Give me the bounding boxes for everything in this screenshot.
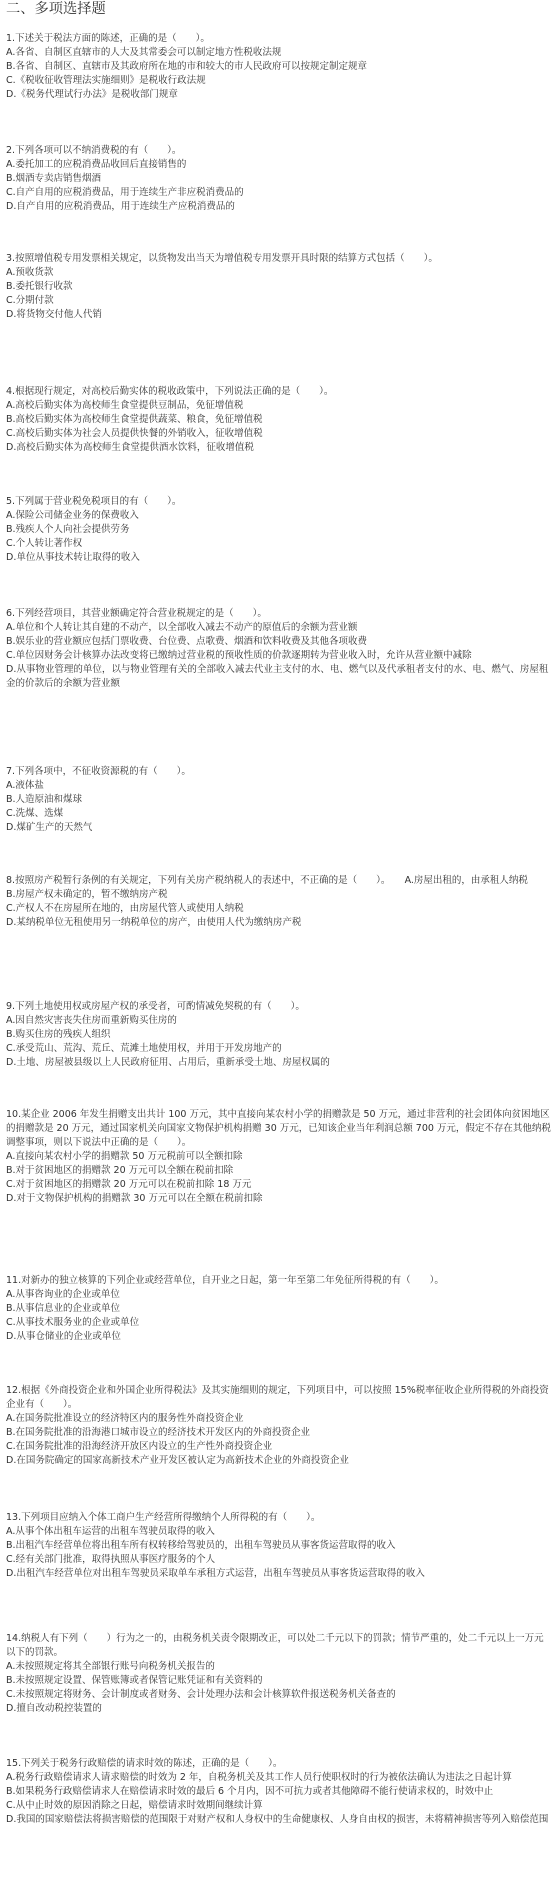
option-d: D.在国务院确定的国家高新技术产业开发区被认定为高新技术企业的外商投资企业 (6, 1455, 349, 1466)
question-stem: 12.根据《外商投资企业和外国企业所得税法》及其实施细则的规定，下列项目中，可以按照 15%税率征收企业所得税的外商投资企业有（ ）。 (6, 1385, 549, 1410)
question-stem: 11.对新办的独立核算的下列企业或经营单位，自开业之日起，第一年至第二年免征所得税的有（ ）。 (6, 1275, 444, 1286)
option-c: C.在国务院批准的沿海经济开放区内设立的生产性外商投资企业 (6, 1441, 273, 1452)
option-a: A.各省、自制区直辖市的人大及其常委会可以制定地方性税收法规 (6, 47, 282, 58)
option-b: B.出租汽车经营单位将出租车所有权转移给驾驶员的，出租车驾驶员从事客货运营取得的收入 (6, 1540, 396, 1551)
option-c: C.洗煤、选煤 (6, 808, 64, 819)
question-4 (6, 385, 551, 455)
option-a: A.因自然灾害丧失住房而重新购买住房的 (6, 1015, 177, 1026)
option-b: B.残疾人个人向社会提供劳务 (6, 524, 130, 535)
question-stem: 4.根据现行规定，对高校后勤实体的税收政策中，下列说法正确的是（ ）。 (6, 386, 334, 397)
question-8 (6, 874, 551, 930)
option-a: A.单位和个人转让其自建的不动产，以全部收入减去不动产的原值后的余额为营业额 (6, 622, 358, 633)
option-c: C.自产自用的应税消费品，用于连续生产非应税消费品的 (6, 187, 244, 198)
question-stem: 2.下列各项可以不纳消费税的有（ ）。 (6, 145, 182, 156)
option-d: D.擅自改动税控装置的 (6, 1703, 102, 1714)
question-stem: 7.下列各项中，不征收资源税的有（ ）。 (6, 766, 191, 777)
question-stem: 1.下述关于税法方面的陈述，正确的是（ ）。 (6, 33, 210, 44)
option-a: B.房屋产权未确定的，暂不缴纳房产税 (6, 889, 168, 900)
option-c: C.未按照规定将财务、会计制度或者财务、会计处理办法和会计核算软件报送税务机关备查的 (6, 1689, 396, 1700)
option-b: B.在国务院批准的沿海港口城市设立的经济技术开发区内的外商投资企业 (6, 1427, 311, 1438)
question-7 (6, 765, 551, 835)
option-d: D.《税务代理试行办法》是税收部门规章 (6, 89, 178, 100)
option-c: C.从事技术服务业的企业或单位 (6, 1317, 140, 1328)
option-c: C.高校后勤实体为社会人员提供快餐的外销收入，征收增值税 (6, 428, 263, 439)
option-d: D.自产自用的应税消费品，用于连续生产应税消费品的 (6, 201, 235, 212)
option-c: C.对于贫困地区的捐赠款 20 万元可以在税前扣除 18 万元 (6, 1179, 252, 1190)
option-d: D.从事仓储业的企业或单位 (6, 1331, 121, 1342)
option-b: B.娱乐业的营业额应包括门票收费、台位费、点歌费、烟酒和饮料收费及其他各项收费 (6, 636, 368, 647)
option-d: D.土地、房屋被县级以上人民政府征用、占用后，重新承受土地、房屋权属的 (6, 1057, 330, 1068)
option-a: A.从事咨询业的企业或单位 (6, 1289, 120, 1300)
option-b: C.产权人不在房屋所在地的，由房屋代管人或使用人纳税 (6, 903, 244, 914)
question-stem: 8.按照房产税暂行条例的有关规定，下列有关房产税纳税人的表述中，不正确的是（ ）。 A.房屋出租的，由承租人纳税 (6, 875, 528, 886)
option-a: A.在国务院批准设立的经济特区内的服务性外商投资企业 (6, 1413, 244, 1424)
question-2 (6, 144, 551, 214)
question-15 (6, 1757, 551, 1827)
option-b: B.烟酒专卖店销售烟酒 (6, 173, 102, 184)
question-11 (6, 1274, 551, 1344)
option-b: B.购买住房的残疾人组织 (6, 1029, 111, 1040)
option-b: B.委托银行收款 (6, 281, 73, 292)
option-c: D.某纳税单位无租使用另一纳税单位的房产，由使用人代为缴纳房产税 (6, 917, 302, 928)
question-stem: 6.下列经营项目，其营业额确定符合营业税规定的是（ ）。 (6, 608, 267, 619)
option-b: B.如果税务行政赔偿请求人在赔偿请求时效的最后 6 个月内，因不可抗力或者其他障碍不能行使请求权的，时效中止 (6, 1786, 494, 1797)
question-stem: 9.下列土地使用权或房屋产权的承受者，可酌情减免契税的有（ ）。 (6, 1001, 305, 1012)
option-a: A.液体盐 (6, 780, 44, 791)
question-14 (6, 1632, 551, 1716)
option-b: B.人造原油和煤球 (6, 794, 83, 805)
option-c: C.单位因财务会计核算办法改变将已缴纳过营业税的预收性质的价款逐期转为营业收入时，允许从营业额中减除 (6, 650, 472, 661)
option-d: D.我国的国家赔偿法将损害赔偿的范围限于对财产权和人身权中的生命健康权、人身自由权的损害，未将精神损害等列入赔偿范围 (6, 1814, 549, 1825)
section-title: 二、多项选择题 (6, 1, 106, 17)
question-13 (6, 1511, 551, 1581)
option-d: D.出租汽车经营单位对出租车驾驶员采取单车承租方式运营，出租车驾驶员从事客货运营取得的收入 (6, 1568, 425, 1579)
option-b: B.对于贫困地区的捐赠款 20 万元可以全额在税前扣除 (6, 1165, 234, 1176)
option-b: B.从事信息业的企业或单位 (6, 1303, 121, 1314)
question-12 (6, 1384, 551, 1468)
option-b: B.各省、自制区、直辖市及其政府所在地的市和较大的市人民政府可以按规定制定规章 (6, 61, 368, 72)
option-c: C.分期付款 (6, 295, 54, 306)
option-a: A.从事个体出租车运营的出租车驾驶员取得的收入 (6, 1526, 215, 1537)
option-a: A.高校后勤实体为高校师生食堂提供豆制品，免征增值税 (6, 400, 244, 411)
question-3 (6, 252, 551, 322)
question-stem: 13.下列项目应纳入个体工商户生产经营所得缴纳个人所得税的有（ ）。 (6, 1512, 321, 1523)
question-stem: 5.下列属于营业税免税项目的有（ ）。 (6, 496, 182, 507)
option-c: C.经有关部门批准，取得执照从事医疗服务的个人 (6, 1554, 216, 1565)
option-a: A.预收货款 (6, 267, 54, 278)
question-1 (6, 32, 551, 102)
option-a: A.委托加工的应税消费品收回后直接销售的 (6, 159, 187, 170)
question-stem: 14.纳税人有下列（ ）行为之一的，由税务机关责令限期改正，可以处二千元以下的罚款；情节严重的，处二千元以上一万元以下的罚款。 (6, 1633, 544, 1658)
option-d: D.将货物交付他人代销 (6, 309, 102, 320)
option-d: D.对于文物保护机构的捐赠款 30 万元可以在全额在税前扣除 (6, 1193, 263, 1204)
question-5 (6, 495, 551, 565)
option-a: A.税务行政赔偿请求人请求赔偿的时效为 2 年，自税务机关及其工作人员行使职权时的行为被依法确认为违法之日起计算 (6, 1772, 512, 1783)
question-9 (6, 1000, 551, 1070)
option-d: D.从事物业管理的单位，以与物业管理有关的全部收入减去代业主支付的水、电、燃气以及代承租者支付的水、电、燃气、房屋租金的价款后的余额为营业额 (6, 664, 549, 689)
option-d: D.煤矿生产的天然气 (6, 822, 93, 833)
option-c: C.个人转让著作权 (6, 538, 83, 549)
option-c: C.从中止时效的原因消除之日起，赔偿请求时效期间继续计算 (6, 1800, 263, 1811)
question-6 (6, 607, 551, 691)
option-d: D.单位从事技术转让取得的收入 (6, 552, 140, 563)
option-b: B.高校后勤实体为高校师生食堂提供蔬菜、粮食，免征增值税 (6, 414, 263, 425)
option-d: D.高校后勤实体为高校师生食堂提供酒水饮料，征收增值税 (6, 442, 254, 453)
question-stem: 10.某企业 2006 年发生捐赠支出共计 100 万元，其中直接向某农村小学的捐赠款是 50 万元，通过非营利的社会团体向贫困地区的捐赠款是 20 万元，通过国家机关向国家文物保护机构捐赠 30 万元，已知该企业当年利润总额 700 万元，假定不存在其他纳税调整事项，则以下说法中正确的是（ ）。 (6, 1109, 551, 1148)
question-10 (6, 1108, 551, 1206)
option-b: B.未按照规定设置、保管账簿或者保管记账凭证和有关资料的 (6, 1675, 263, 1686)
option-a: A.直接向某农村小学的捐赠款 50 万元税前可以全额扣除 (6, 1151, 243, 1162)
option-c: C.《税收征收管理法实施细则》是税收行政法规 (6, 75, 206, 86)
question-stem: 3.按照增值税专用发票相关规定，以货物发出当天为增值税专用发票开具时限的结算方式包括（ ）。 (6, 253, 438, 264)
option-a: A.未按照规定将其全部银行账号向税务机关报告的 (6, 1661, 215, 1672)
question-stem: 15.下列关于税务行政赔偿的请求时效的陈述，正确的是（ ）。 (6, 1758, 283, 1769)
option-c: C.承受荒山、荒沟、荒丘、荒滩土地使用权，并用于开发房地产的 (6, 1043, 282, 1054)
option-a: A.保险公司储金业务的保费收入 (6, 510, 139, 521)
